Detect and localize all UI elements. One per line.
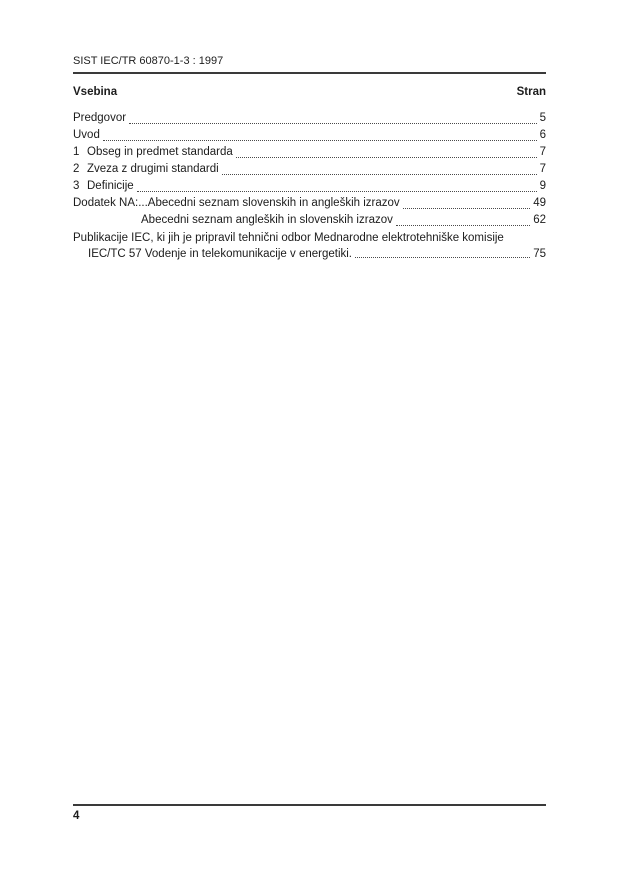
toc-entry-page: 49: [533, 197, 546, 209]
toc-entry-label: Obseg in predmet standarda: [87, 146, 233, 158]
toc-entry: [73, 178, 546, 195]
toc-dot-leader: [236, 157, 537, 158]
toc-entry: [73, 247, 546, 261]
toc-entry: [73, 230, 546, 247]
toc-entry-number: 3: [73, 180, 80, 192]
toc-list: [73, 110, 546, 261]
toc-dot-leader: [355, 257, 530, 258]
toc-entry-label: Zveza z drugimi standardi: [87, 163, 219, 175]
toc-entry-page: 9: [539, 180, 546, 192]
toc-entry-page: 7: [539, 163, 546, 175]
toc-entry-page: 75: [533, 248, 546, 260]
toc-entry: [73, 144, 546, 161]
toc-entry: [73, 195, 546, 212]
toc-entry-label: IEC/TC 57 Vodenje in telekomunikacije v energetiki.: [88, 248, 353, 260]
toc-dot-leader: [103, 140, 537, 141]
toc-dot-leader: [129, 123, 537, 124]
toc-entry: [73, 212, 546, 229]
toc-dot-leader: [396, 225, 530, 226]
toc-entry-page: 6: [539, 129, 546, 141]
toc-dot-leader: [222, 174, 537, 175]
toc-dot-leader: [403, 208, 531, 209]
toc-entry-label: Publikacije IEC, ki jih je pripravil tehnični odbor Mednarodne elektrotehniške komisije: [73, 232, 504, 244]
toc-entry-label: Abecedni seznam angleških in slovenskih izrazov: [141, 214, 393, 226]
toc-entry-number: 1: [73, 146, 80, 158]
toc-entry-page: 5: [539, 112, 546, 124]
toc-entry-label: Dodatek NA:...Abecedni seznam slovenskih in angleških izrazov: [73, 197, 400, 209]
toc-title: Vsebina: [73, 86, 118, 98]
document-header: [73, 55, 546, 74]
page-number: 4: [73, 810, 80, 822]
toc-header: [73, 86, 546, 98]
toc-entry: [73, 110, 546, 127]
toc-entry-page: 7: [539, 146, 546, 158]
toc-page-column-label: Stran: [516, 86, 546, 98]
document-header-text: SIST IEC/TR 60870-1-3 : 1997: [73, 55, 224, 67]
toc-dot-leader: [137, 191, 537, 192]
toc-entry-label: Uvod: [73, 129, 100, 141]
toc-entry-label: Predgovor: [73, 112, 127, 124]
toc-entry-page: 62: [533, 214, 546, 226]
toc-entry: [73, 127, 546, 144]
document-footer: [73, 804, 546, 822]
toc-entry-number: 2: [73, 163, 80, 175]
toc-entry: [73, 161, 546, 178]
toc-entry-label: Definicije: [87, 180, 134, 192]
